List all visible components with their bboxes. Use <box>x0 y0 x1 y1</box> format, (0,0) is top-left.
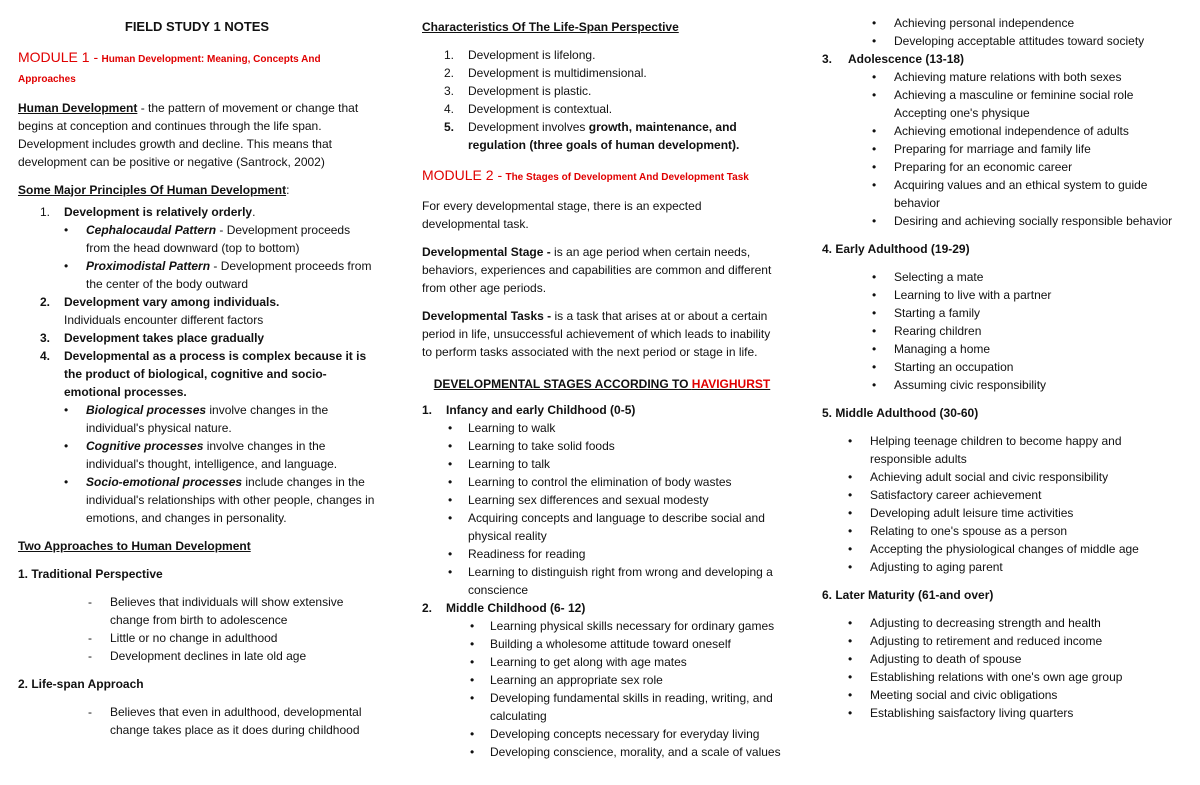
column-middle <box>422 14 782 761</box>
list-item: • Learning to distinguish right from wrong and developing a conscience <box>422 563 782 599</box>
stage-title: Adolescence (13-18) <box>848 52 965 66</box>
principle-number: 1. <box>40 205 51 219</box>
list-item: - Development declines in late old age <box>18 647 376 665</box>
module-1-title: Human Development: Meaning, Concepts And Approaches <box>18 54 321 85</box>
module-2-intro: For every developmental stage, there is an expected developmental task. <box>422 199 702 231</box>
list-item: • Assuming civic responsibility <box>822 376 1184 394</box>
list-item: • Learning to take solid foods <box>422 437 782 455</box>
module-2-title: The Stages of Development And Development Task <box>505 172 749 183</box>
list-item <box>18 221 376 257</box>
principle-text: Development takes place gradually <box>64 331 265 345</box>
stage-5-list <box>822 432 1184 576</box>
item-term: Proximodistal Pattern <box>86 259 211 273</box>
list-item: • Building a wholesome attitude toward oneself <box>422 635 782 653</box>
list-item: • Learning sex differences and sexual modesty <box>422 491 782 509</box>
principle-text: Development vary among individuals. <box>64 295 280 309</box>
principles-heading: Some Major Principles Of Human Development <box>18 183 287 197</box>
document-title: FIELD STUDY 1 NOTES <box>124 19 270 34</box>
principle-3 <box>18 329 376 347</box>
list-item: • Starting a family <box>822 304 1184 322</box>
list-item: - Little or no change in adulthood <box>18 629 376 647</box>
list-item: • Readiness for reading <box>422 545 782 563</box>
characteristics-list <box>422 46 782 154</box>
principle-text: Developmental as a process is complex because it is the product of biological, cognitive and socio-emotional processes. <box>64 349 367 399</box>
list-item: • Learning to live with a partner <box>822 286 1184 304</box>
list-item <box>18 257 376 293</box>
item-text: Development is lifelong. <box>468 48 596 62</box>
item-text: Development is contextual. <box>468 102 613 116</box>
list-item: • Preparing for an economic career <box>822 158 1184 176</box>
item-text: Development is multidimensional. <box>468 66 647 80</box>
item-text: involve changes in the individual's physical nature. <box>86 403 329 435</box>
list-item: • Managing a home <box>822 340 1184 358</box>
item-text: Development is plastic. <box>468 84 592 98</box>
stages-heading-text: DEVELOPMENTAL STAGES ACCORDING TO <box>433 377 692 391</box>
traditional-list <box>18 593 376 665</box>
human-development-term: Human Development <box>18 101 138 115</box>
module-1-heading <box>18 48 376 89</box>
list-item: • Adjusting to death of spouse <box>822 650 1184 668</box>
item-number: 4. <box>444 102 455 116</box>
list-item: • Developing acceptable attitudes toward society <box>822 32 1184 50</box>
module-2-heading <box>422 166 782 187</box>
item-term: Cephalocaudal Pattern <box>86 223 217 237</box>
list-item <box>422 64 782 82</box>
list-item: • Preparing for marriage and family life <box>822 140 1184 158</box>
stage-number: 2. <box>422 601 433 615</box>
stage-text: is an age period when certain needs, behaviors, experiences and capabilities are common and different from other age periods. <box>422 245 772 295</box>
stage-title: Infancy and early Childhood (0-5) <box>446 403 636 417</box>
list-item <box>422 100 782 118</box>
lifespan-heading: 2. Life-span Approach <box>18 677 144 691</box>
stage-2-list <box>422 617 782 761</box>
stage-number: 1. <box>422 403 433 417</box>
stage-4-list <box>822 268 1184 394</box>
item-number: 1. <box>444 48 455 62</box>
list-item: • Satisfactory career achievement <box>822 486 1184 504</box>
principle-number: 2. <box>40 295 51 309</box>
list-item: • Relating to one's spouse as a person <box>822 522 1184 540</box>
list-item: • Selecting a mate <box>822 268 1184 286</box>
item-number: 5. <box>444 120 455 134</box>
stage-1-heading <box>422 401 782 419</box>
principle-number: 4. <box>40 349 51 363</box>
stage-2-list-continued <box>822 14 1184 50</box>
list-item: • Acquiring concepts and language to describe social and physical reality <box>422 509 782 545</box>
list-item: • Learning to talk <box>422 455 782 473</box>
principle-4 <box>18 347 376 401</box>
stage-6-heading: 6. Later Maturity (61-and over) <box>822 588 994 602</box>
principle-4-sublist <box>18 401 376 527</box>
principles-colon: : <box>286 183 290 197</box>
list-item: • Desiring and achieving socially responsible behavior <box>822 212 1184 230</box>
stages-heading <box>422 375 782 393</box>
list-item: • Meeting social and civic obligations <box>822 686 1184 704</box>
item-term: Socio-emotional processes <box>86 475 243 489</box>
list-item: • Learning physical skills necessary for ordinary games <box>422 617 782 635</box>
stage-number: 3. <box>822 52 833 66</box>
module-1-label: MODULE 1 - <box>18 49 99 65</box>
list-item: - Believes that even in adulthood, developmental change takes place as it does during childhood <box>18 703 376 739</box>
list-item: • Accepting the physiological changes of middle age <box>822 540 1184 558</box>
list-item: • Establishing saisfactory living quarters <box>822 704 1184 722</box>
stage-6-list <box>822 614 1184 722</box>
principle-period: . <box>252 205 256 219</box>
principles-list-cont <box>18 293 376 401</box>
list-item: • Learning an appropriate sex role <box>422 671 782 689</box>
column-left <box>18 14 376 739</box>
list-item: • Helping teenage children to become happy and responsible adults <box>822 432 1184 468</box>
item-number: 3. <box>444 84 455 98</box>
task-text: is a task that arises at or about a certain period in life, unsuccessful achievement of which leads to inability to perform tasks associated with the next period or stage in life. <box>422 309 771 359</box>
stage-3-list <box>822 68 1184 230</box>
list-item: • Developing concepts necessary for everyday living <box>422 725 782 743</box>
principle-1-sublist <box>18 221 376 293</box>
principle-1 <box>18 203 376 221</box>
stage-term: Developmental Stage - <box>422 245 551 259</box>
list-item: • Achieving personal independence <box>822 14 1184 32</box>
human-development-definition <box>18 99 376 171</box>
list-item: • Adjusting to aging parent <box>822 558 1184 576</box>
lifespan-list <box>18 703 376 739</box>
item-text: - Development proceeds from the head downward (top to bottom) <box>86 223 351 255</box>
principle-number: 3. <box>40 331 51 345</box>
list-item: - Believes that individuals will show extensive change from birth to adolescence <box>18 593 376 629</box>
havighurst-name: HAVIGHURST <box>691 377 771 391</box>
stage-1-list <box>422 419 782 599</box>
list-item: • Rearing children <box>822 322 1184 340</box>
characteristics-heading: Characteristics Of The Life-Span Perspective <box>422 20 679 34</box>
list-item <box>422 46 782 64</box>
stage-3-heading <box>822 50 1184 68</box>
list-item: • Adjusting to decreasing strength and health <box>822 614 1184 632</box>
stage-title: Middle Childhood (6- 12) <box>446 601 586 615</box>
stage-4-heading: 4. Early Adulthood (19-29) <box>822 242 970 256</box>
human-development-text: - the pattern of movement or change that begins at conception and continues through the life span. Development includes growth and decline. This means that development can be positive or negative (Santrock, 2002) <box>18 101 359 169</box>
list-item: • Achieving emotional independence of adults <box>822 122 1184 140</box>
item-bold-text: growth, maintenance, and regulation (three goals of human development). <box>468 120 740 152</box>
module-2-label: MODULE 2 - <box>422 167 503 183</box>
list-item <box>18 473 376 527</box>
principle-subtext: Individuals encounter different factors <box>64 313 264 327</box>
list-item: • Adjusting to retirement and reduced income <box>822 632 1184 650</box>
list-item <box>422 82 782 100</box>
list-item: • Learning to control the elimination of body wastes <box>422 473 782 491</box>
list-item: • Developing adult leisure time activities <box>822 504 1184 522</box>
list-item: • Achieving mature relations with both sexes <box>822 68 1184 86</box>
stage-5-heading: 5. Middle Adulthood (30-60) <box>822 406 979 420</box>
traditional-heading: 1. Traditional Perspective <box>18 567 163 581</box>
list-item: • Starting an occupation <box>822 358 1184 376</box>
item-text: include changes in the individual's relationships with other people, changes in emotions, and changes in personality. <box>86 475 375 525</box>
item-text: - Development proceeds from the center of the body outward <box>86 259 372 291</box>
principle-text: Development is relatively orderly <box>64 205 253 219</box>
task-term: Developmental Tasks - <box>422 309 552 323</box>
list-item: • Achieving adult social and civic responsibility <box>822 468 1184 486</box>
list-item <box>422 118 782 154</box>
principle-2 <box>18 293 376 329</box>
list-item: • Developing fundamental skills in reading, writing, and calculating <box>422 689 782 725</box>
developmental-stage-definition <box>422 243 782 297</box>
column-right <box>822 14 1184 722</box>
list-item: • Learning to walk <box>422 419 782 437</box>
principles-list <box>18 203 376 221</box>
stage-2-heading <box>422 599 782 617</box>
list-item <box>18 401 376 437</box>
item-number: 2. <box>444 66 455 80</box>
item-term: Biological processes <box>86 403 207 417</box>
developmental-tasks-definition <box>422 307 782 361</box>
list-item: • Achieving a masculine or feminine social role Accepting one's physique <box>822 86 1184 122</box>
list-item: • Learning to get along with age mates <box>422 653 782 671</box>
list-item: • Acquiring values and an ethical system to guide behavior <box>822 176 1184 212</box>
principles-heading-line <box>18 181 376 199</box>
list-item <box>18 437 376 473</box>
item-text: involve changes in the individual's thought, intelligence, and language. <box>86 439 338 471</box>
item-text: Development involves <box>468 120 589 134</box>
list-item: • Developing conscience, morality, and a scale of values <box>422 743 782 761</box>
item-term: Cognitive processes <box>86 439 204 453</box>
list-item: • Establishing relations with one's own age group <box>822 668 1184 686</box>
approaches-heading: Two Approaches to Human Development <box>18 539 251 553</box>
